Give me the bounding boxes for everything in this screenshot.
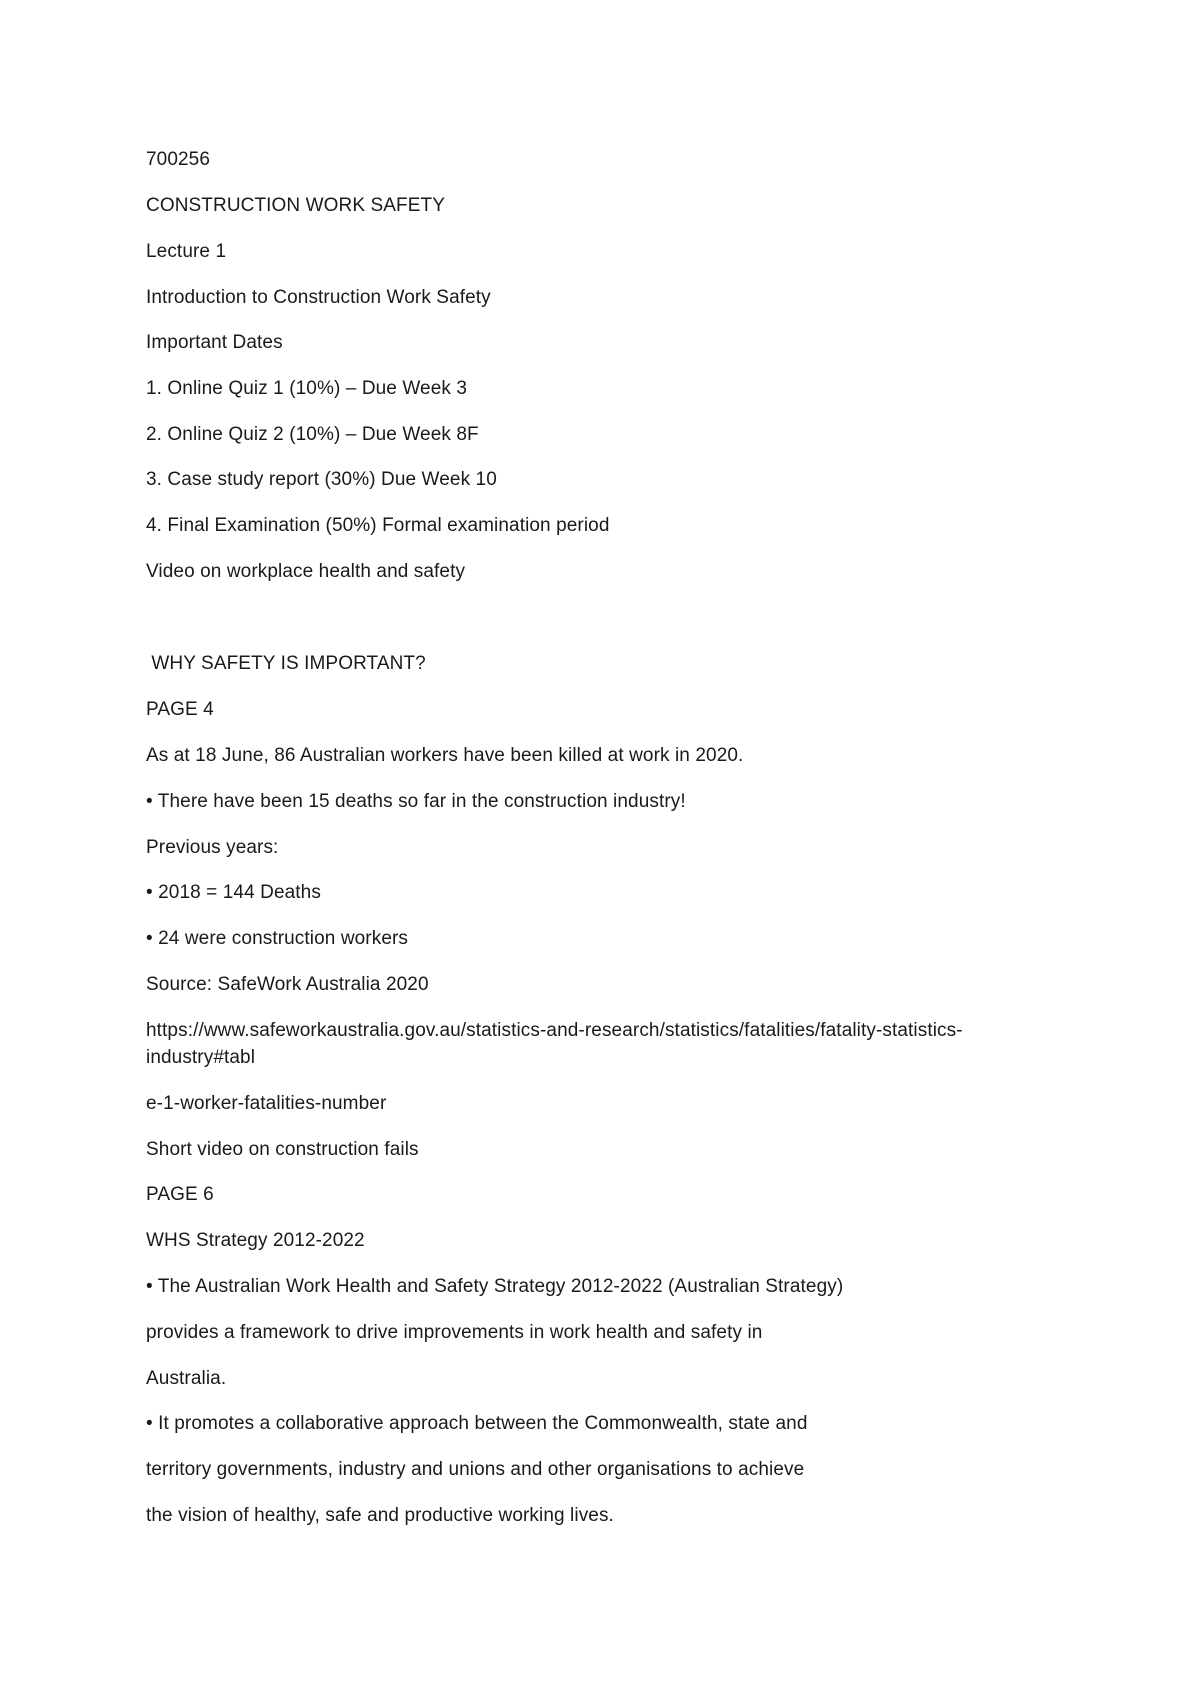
statistic-bullet: • There have been 15 deaths so far in the construction industry! [146,791,686,812]
date-item: 2. Online Quiz 2 (10%) – Due Week 8F [146,424,479,445]
course-code: 700256 [146,149,211,170]
previous-years-bullet: • 24 were construction workers [146,928,409,949]
course-title: CONSTRUCTION WORK SAFETY [146,195,446,216]
strategy-paragraph-line: provides a framework to drive improvements in work health and safety in [146,1322,763,1343]
page-marker-4: PAGE 4 [146,699,214,720]
strategy-paragraph-line: Australia. [146,1368,227,1389]
source-url-line-3[interactable]: e-1-worker-fatalities-number [146,1093,387,1114]
strategy-paragraph-line: territory governments, industry and unions and other organisations to achieve [146,1459,805,1480]
strategy-paragraph-line: • The Australian Work Health and Safety Strategy 2012-2022 (Australian Strategy) [146,1276,844,1297]
date-item: 4. Final Examination (50%) Formal examination period [146,515,610,536]
previous-years-label: Previous years: [146,837,279,858]
video-note-2: Short video on construction fails [146,1139,419,1160]
source-line: Source: SafeWork Australia 2020 [146,974,429,995]
video-note-1: Video on workplace health and safety [146,561,466,582]
section-heading: WHY SAFETY IS IMPORTANT? [146,653,426,674]
source-url-line-2[interactable]: industry#tabl [146,1047,256,1068]
lecture-title: Introduction to Construction Work Safety [146,287,491,308]
lecture-number: Lecture 1 [146,241,227,262]
page-marker-6: PAGE 6 [146,1184,214,1205]
statistic-intro: As at 18 June, 86 Australian workers have been killed at work in 2020. [146,745,744,766]
date-item: 1. Online Quiz 1 (10%) – Due Week 3 [146,378,468,399]
previous-years-bullet: • 2018 = 144 Deaths [146,882,321,903]
date-item: 3. Case study report (30%) Due Week 10 [146,469,497,490]
strategy-heading: WHS Strategy 2012-2022 [146,1230,365,1251]
source-url-line-1[interactable]: https://www.safeworkaustralia.gov.au/statistics-and-research/statistics/fatalities/fatality-statistics- [146,1020,963,1041]
strategy-paragraph-line: • It promotes a collaborative approach between the Commonwealth, state and [146,1413,808,1434]
strategy-paragraph-line: the vision of healthy, safe and productive working lives. [146,1505,614,1526]
dates-heading: Important Dates [146,332,283,353]
